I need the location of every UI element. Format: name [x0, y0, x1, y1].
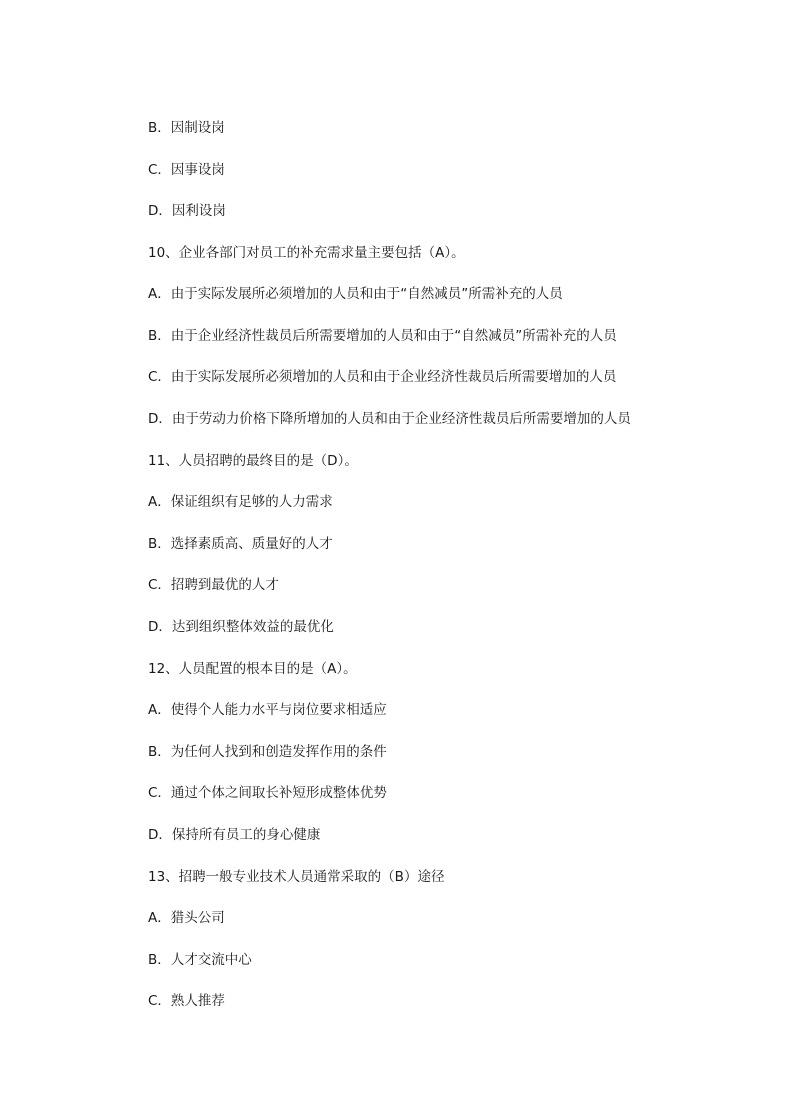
option-11-d: D．达到组织整体效益的最优化	[148, 619, 334, 635]
question-13: 13、招聘一般专业技术人员通常采取的（B）途径	[148, 869, 445, 885]
option-10-b: B．由于企业经济性裁员后所需要增加的人员和由于“自然减员”所需补充的人员	[148, 328, 617, 344]
option-9-d: D．因利设岗	[148, 203, 226, 219]
option-9-c: C．因事设岗	[148, 162, 225, 178]
option-13-b: B．人才交流中心	[148, 952, 252, 968]
option-10-c: C．由于实际发展所必须增加的人员和由于企业经济性裁员后所需要增加的人员	[148, 369, 617, 385]
option-13-a: A．猎头公司	[148, 910, 225, 926]
option-11-b: B．选择素质高、质量好的人才	[148, 536, 333, 552]
question-10: 10、企业各部门对员工的补充需求量主要包括（A）。	[148, 245, 465, 261]
option-12-a: A．使得个人能力水平与岗位要求相适应	[148, 702, 387, 718]
option-12-c: C．通过个体之间取长补短形成整体优势	[148, 785, 387, 801]
option-9-b: B．因制设岗	[148, 120, 225, 136]
option-11-c: C．招聘到最优的人才	[148, 577, 279, 593]
option-12-d: D．保持所有员工的身心健康	[148, 827, 321, 843]
option-10-d: D．由于劳动力价格下降所增加的人员和由于企业经济性裁员后所需要增加的人员	[148, 411, 631, 427]
question-11: 11、人员招聘的最终目的是（D）。	[148, 453, 358, 469]
option-13-c: C．熟人推荐	[148, 993, 225, 1009]
option-12-b: B．为任何人找到和创造发挥作用的条件	[148, 744, 387, 760]
option-10-a: A．由于实际发展所必须增加的人员和由于“自然减员”所需补充的人员	[148, 286, 563, 302]
option-11-a: A．保证组织有足够的人力需求	[148, 494, 333, 510]
question-12: 12、人员配置的根本目的是（A）。	[148, 661, 357, 677]
